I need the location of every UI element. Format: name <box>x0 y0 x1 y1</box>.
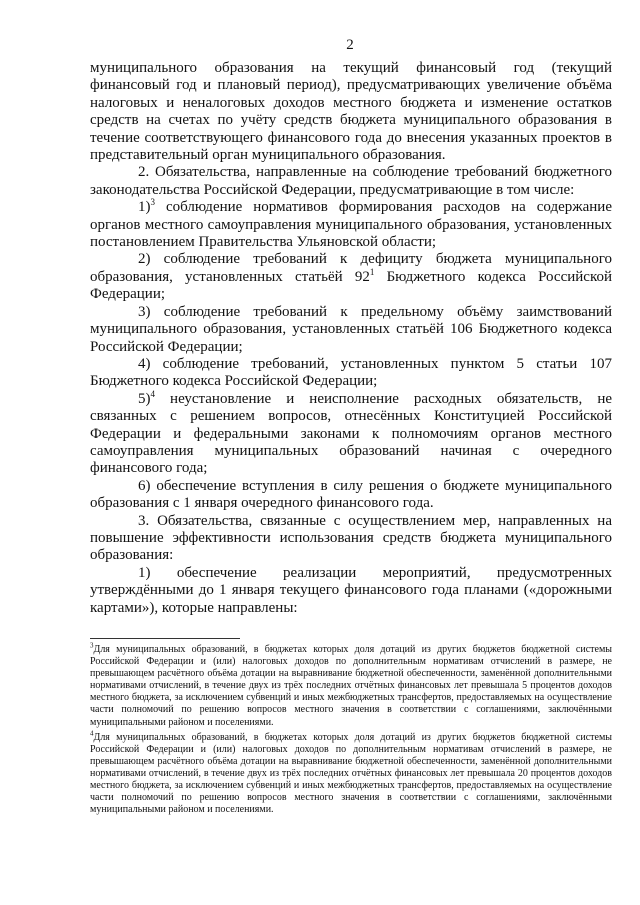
footnote-marker: 3 <box>90 641 94 650</box>
item-number: 1) <box>138 199 151 216</box>
article-superscript: 1 <box>369 266 375 277</box>
footnote-4 <box>90 729 612 817</box>
item-text: соблюдение нормативов формирования расходов на содержание органов местного самоуправления муниципального образования, установленных постановлением Правительства Ульяновской области; <box>90 199 612 251</box>
paragraph-section-2: 2. Обязательства, направленные на соблюдение требований бюджетного законодательства Российской Федерации, предусматривающие в том числе: <box>90 164 612 198</box>
footnote-ref-3[interactable]: 3 <box>150 197 155 208</box>
footnote-divider <box>90 638 240 639</box>
footnote-text: Для муниципальных образований, в бюджетах которых доля дотаций из других бюджетов бюджетной системы Российской Федерации и (или) налоговых доходов по дополнительным нормативам отчислений в размере, не превышающем расчётного объёма дотации на выравнивание бюджетной обеспеченности, заменённой дополнительными нормативами отчислений, в течение двух из трёх последних отчётных финансовых лет превышала 5 процентов доходов местного бюджета, за исключением субвенций и иных межбюджетных трансфертов, предоставляемых на осуществление части полномочий по решению вопросов местного значения в соответствии с соглашениями, заключёнными муниципальными районом и поселениями. <box>90 644 612 728</box>
footnote-3 <box>90 641 612 729</box>
footnote-ref-4[interactable]: 4 <box>150 388 155 399</box>
page-number: 2 <box>346 37 354 53</box>
item-number: 5) <box>138 390 151 407</box>
document-body <box>90 60 612 617</box>
footnotes <box>90 641 612 819</box>
paragraph-item-5 <box>90 388 612 478</box>
footnote-marker: 4 <box>90 729 94 738</box>
paragraph-continuation: муниципального образования на текущий финансовый год (текущий финансовый год и плановый период), предусматривающих увеличение объёма налоговых и неналоговых доходов местного бюджета и изменение остатков средств на счетах по учёту средств бюджета муниципального образования в течение соответствующего финансового года до внесения указанных проектов в представительный орган муниципального образования. <box>90 60 612 164</box>
paragraph-item-1 <box>90 199 612 251</box>
item-text: неустановление и неисполнение расходных обязательств, не связанных с решением вопросов, отнесённых Конституцией Российской Федерации и федеральными законами к полномочиям органов местного самоуправления муниципальных образований начиная с очередного финансового года; <box>90 390 612 477</box>
footnote-text: Для муниципальных образований, в бюджетах которых доля дотаций из других бюджетов бюджетной системы Российской Федерации и (или) налоговых доходов по дополнительным нормативам отчислений в размере, не превышающем расчётного объёма дотации на выравнивание бюджетной обеспеченности, заменённой дополнительными нормативами отчислений, в течение двух из трёх последних отчётных финансовых лет превышала 20 процентов доходов местного бюджета, за исключением субвенций и иных межбюджетных трансфертов, предоставляемых на осуществление части полномочий по решению вопросов местного значения в соответствии с соглашениями, заключёнными муниципальными районом и поселениями. <box>90 731 612 816</box>
item-text-start: 2) соблюдение требований к дефициту бюджета муниципального образования, установленных статьёй 92 <box>90 251 612 285</box>
paragraph-section-3-item-1: 1) обеспечение реализации мероприятий, предусмотренных утверждёнными до 1 января текущего финансового года планами («дорожными картами»), которые направлены: <box>90 564 612 616</box>
paragraph-item-6: 6) обеспечение вступления в силу решения о бюджете муниципального образования с 1 января очередного финансового года. <box>90 477 612 512</box>
paragraph-item-3: 3) соблюдение требований к предельному объёму заимствований муниципального образования, установленных статьёй 106 Бюджетного кодекса Российской Федерации; <box>90 303 612 355</box>
paragraph-item-2 <box>90 251 612 303</box>
item-text-end: Бюджетного кодекса Российской Федерации; <box>90 268 612 303</box>
paragraph-item-4: 4) соблюдение требований, установленных пунктом 5 статьи 107 Бюджетного кодекса Российской Федерации; <box>90 355 612 390</box>
paragraph-section-3: 3. Обязательства, связанные с осуществлением мер, направленных на повышение эффективности использования средств бюджета муниципального образования: <box>90 512 612 564</box>
